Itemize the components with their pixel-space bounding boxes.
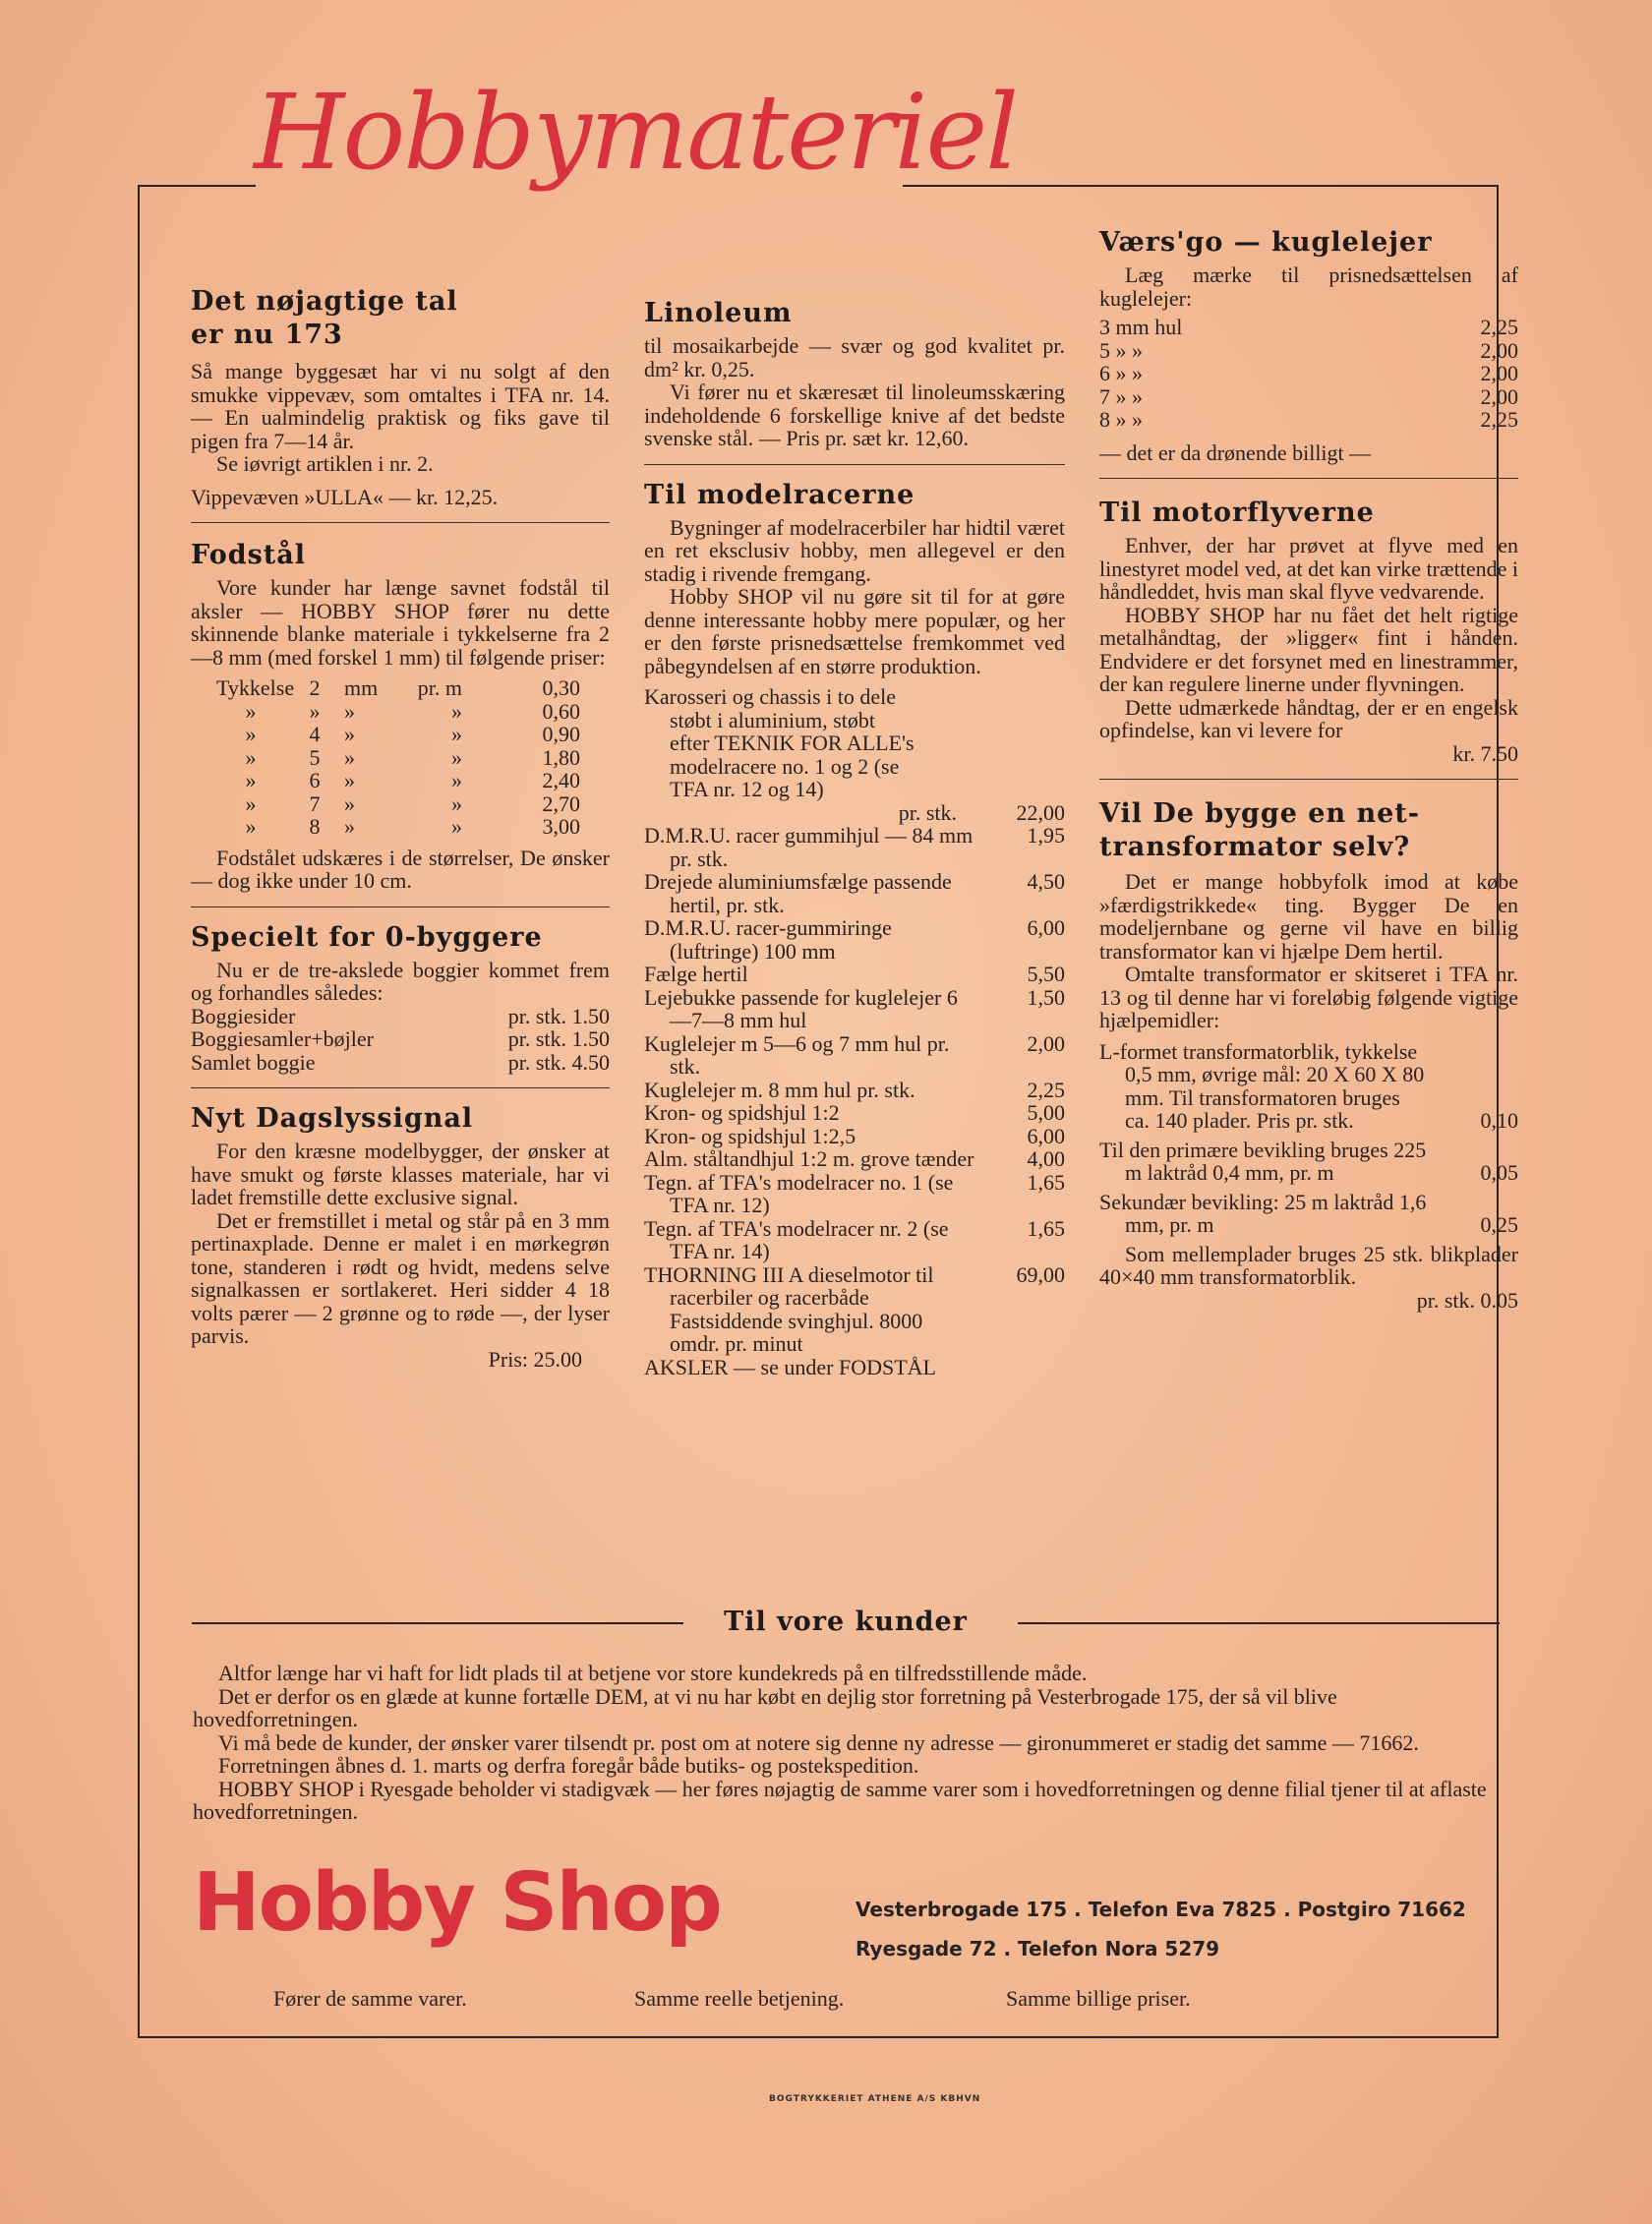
section-body: Hobby SHOP vil nu gøre sit til for at gøre denne interessante hobby mere populær, og her er den første prisnedsættelse fremkommet ved påbegyndelsen af en større produktion.	[644, 584, 1065, 678]
list-item: Drejede aluminiumsfælge passende hertil, pr. stk. 4,50	[644, 869, 1065, 917]
table-row: » 6 » » 2,40	[245, 768, 580, 792]
list-item: 6 » » 2,00	[1099, 361, 1518, 385]
section-body: Læg mærke til prisnedsættelsen af kuglelejer:	[1099, 263, 1518, 311]
section-heading: Det nøjagtige tal er nu 173	[191, 286, 458, 350]
list-item: 8 » » 2,25	[1099, 407, 1518, 432]
divider	[644, 464, 1065, 465]
list-item: 7 » » 2,00	[1099, 383, 1518, 409]
list-item: Alm. ståltandhjul 1:2 m. grove tænder 4,00	[644, 1146, 1065, 1171]
section-body: Som mellemplader bruges 25 stk. blikplader 40×40 mm transformatorblik.	[1099, 1241, 1518, 1289]
section-body: HOBBY SHOP har nu fået det helt rigtige metalhåndtag, der »ligger« fint i hånden. Endvidere er det forsynet med en linestrammer, der kan regulere linerne under flyvningen.	[1099, 602, 1518, 696]
table-row: » 5 » » 1,80	[245, 744, 580, 770]
customers-header	[192, 1606, 1500, 1639]
section-body: Enhver, der har prøvet at flyve med en linestyret model ved, at det kan virke trættende i håndleddet, hvis man skal flyve vedvarende.	[1099, 533, 1518, 604]
slogan: Samme billige priser.	[1006, 1986, 1191, 2011]
column-1	[191, 285, 610, 1371]
section-price: kr. 7.50	[1452, 740, 1518, 766]
list-item: D.M.R.U. racer gummihjul — 84 mm pr. stk. 1,95	[644, 823, 1065, 871]
section-body: Vore kunder har længe savnet fodstål til aksler — HOBBY SHOP fører nu dette skinnende blanke materiale i tykkelserne fra 2—8 mm (med forskel 1 mm) til følgende priser:	[191, 575, 610, 670]
section-heading: Vil De bygge en net- transformator selv?	[1099, 798, 1420, 862]
table-row: » 7 » » 2,70	[245, 790, 580, 816]
section-heading: Til modelracerne	[644, 479, 915, 510]
section-price: Vippevæven »ULLA« — kr. 12,25.	[191, 484, 499, 509]
list-item: Boggiesider pr. stk. 1.50	[191, 1003, 610, 1028]
list-item: 5 » » 2,00	[1099, 337, 1518, 363]
section-price: Pris: 25.00	[488, 1346, 582, 1372]
list-item: Boggiesamler+bøjler pr. stk. 1.50	[191, 1026, 610, 1051]
list-item: Til den primære bevikling bruges 225 m laktråd 0,4 mm, pr. m 0,05	[1099, 1137, 1518, 1185]
table-row: Tykkelse 2 mm pr. m 0,30	[216, 675, 580, 700]
customers-text	[193, 1662, 1491, 1824]
table-row: » 4 » » 0,90	[245, 722, 580, 746]
list-item: AKSLER — se under FODSTÅL	[644, 1354, 936, 1379]
column-3	[1099, 226, 1518, 1312]
slogan: Samme reelle betjening.	[634, 1986, 845, 2011]
section-heading: Til motorflyverne	[1099, 497, 1375, 528]
section-body: Fodstålet udskæres i de størrelser, De ønsker — dog ikke under 10 cm.	[191, 845, 610, 893]
page-title: Hobbymateriel	[254, 72, 1018, 193]
section-heading: Til vore kunder	[724, 1607, 968, 1637]
section-heading: Nyt Dagslyssignal	[191, 1103, 474, 1134]
table-row: » 8 » » 3,00	[245, 814, 580, 839]
list-item: D.M.R.U. racer-gummiringe (luftringe) 100 mm 6,00	[644, 915, 1065, 964]
section-note: Se iøvrigt artiklen i nr. 2.	[216, 451, 434, 476]
section-heading: Linoleum	[644, 298, 793, 328]
paragraph: Forretningen åbnes d. 1. marts og derfra foregår både butiks- og postekspedition.	[218, 1753, 919, 1778]
list-item: Kron- og spidshjul 1:2 5,00	[644, 1100, 1065, 1125]
list-item: 3 mm hul 2,25	[1099, 315, 1518, 339]
list-item: Karosseri og chassis i to dele støbt i aluminium, støbt efter TEKNIK FOR ALLE's modelracere no. 1 og 2 (se TFA nr. 12 og 14)	[644, 684, 914, 801]
section-body: Bygninger af modelracerbiler har hidtil været en ret eksclusiv hobby, men allegevel er den stadig i rivende fremgang.	[644, 514, 1065, 586]
brand-logo: Hobby Shop	[193, 1856, 721, 1950]
list-item: Tegn. af TFA's modelracer no. 1 (se TFA nr. 12) 1,65	[644, 1169, 1065, 1217]
divider	[1099, 478, 1518, 479]
section-body: Det er mange hobbyfolk imod at købe »færdigstrikkede« ting. Bygger De en modeljernbane og gerne vil have en billig transformator kan vi hjælpe Dem hertil.	[1099, 869, 1518, 964]
list-item: pr. stk. 22,00	[898, 799, 1065, 825]
slogan: Fører de samme varer.	[273, 1986, 467, 2011]
table-row: » » » » 0,60	[245, 698, 580, 724]
section-heading: Fodstål	[191, 540, 307, 570]
section-body: Så mange byggesæt har vi nu solgt af den smukke vippevæv, som omtaltes i TFA nr. 14. — En ualmindelig praktisk og fiks gave til pigen fra 7—14 år.	[191, 359, 610, 453]
list-item: Sekundær bevikling: 25 m laktråd 1,6 mm, pr. m 0,25	[1099, 1189, 1518, 1237]
divider	[1099, 779, 1518, 780]
section-body: Vi fører nu et skæresæt til linoleumsskæring indeholdende 6 forskellige knive af det bedste svenske stål. — Pris pr. sæt kr. 12,60.	[644, 380, 1065, 450]
list-item: Lejebukke passende for kuglelejer 6—7—8 mm hul 1,50	[644, 984, 1065, 1032]
section-body: For den kræsne modelbygger, der ønsker at have smukt og første klasses materiale, har vi ladet fremstille dette exclusive signal.	[191, 1139, 610, 1209]
section-body: Nu er de tre-akslede boggier kommet frem og forhandles således:	[191, 957, 610, 1005]
printer-credit: BOGTRYKKERIET ATHENE A/S KBHVN	[769, 2094, 981, 2104]
address-line: Ryesgade 72 . Telefon Nora 5279	[856, 1937, 1220, 1961]
paragraph: Vi må bede de kunder, der ønsker varer tilsendt pr. post om at notere sig denne ny adresse — gironummeret er stadig det samme — 71662.	[218, 1729, 1419, 1755]
list-item: Fælge hertil 5,50	[644, 962, 1065, 986]
price-list	[1099, 1040, 1518, 1237]
paragraph: Altfor længe har vi haft for lidt plads til at betjene vor store kundekreds på en tilfredsstillende måde.	[218, 1661, 1088, 1685]
list-item: Kuglelejer m. 8 mm hul pr. stk. 2,25	[644, 1077, 1065, 1102]
list-item: THORNING III A dieselmotor til racerbiler og racerbåde Fastsiddende svinghjul. 8000 omdr. pr. minut 69,00	[644, 1261, 1065, 1356]
divider	[191, 522, 610, 523]
section-heading: Specielt for 0-byggere	[191, 921, 543, 953]
price-list	[644, 685, 1065, 1378]
section-body: til mosaikarbejde — svær og god kvalitet pr. dm² kr. 0,25.	[644, 333, 1065, 381]
section-tail: — det er da drønende billigt —	[1099, 439, 1372, 465]
price-table	[216, 676, 580, 839]
list-item: Samlet boggie pr. stk. 4.50	[191, 1049, 610, 1075]
section-body: Dette udmærkede håndtag, der er en engelsk opfindelse, kan vi levere for	[1099, 694, 1518, 742]
section-body: Omtalte transformator er skitseret i TFA nr. 13 og til denne har vi foreløbig følgende vigtige hjælpemidler:	[1099, 962, 1518, 1032]
address-line: Vesterbrogade 175 . Telefon Eva 7825 . Postgiro 71662	[856, 1898, 1466, 1921]
paragraph: Det er derfor os en glæde at kunne fortælle DEM, at vi nu har købt en dejlig stor forretning på Vesterbrogade 175, der så vil blive hovedforretningen.	[193, 1683, 1337, 1731]
list-item: Kron- og spidshjul 1:2,5 6,00	[644, 1123, 1065, 1148]
price-list	[1099, 316, 1518, 432]
section-body: Det er fremstillet i metal og står på en 3 mm pertinaxplade. Denne er malet i en mørkegrøn tone, standeren i rødt og hvidt, medens selve signalkassen er sortlakeret. Heri sidder 4 18 volts pærer — 2 grønne og to røde —, der lyser parvis.	[191, 1207, 610, 1348]
list-item: L-formet transformatorblik, tykkelse 0,5 mm, øvrige mål: 20 X 60 X 80 mm. Til transformatoren bruges ca. 140 plader. Pris pr. stk. 0,10	[1099, 1038, 1518, 1133]
section-heading: Værs'go — kuglelejer	[1099, 227, 1433, 258]
paragraph: HOBBY SHOP i Ryesgade beholder vi stadigvæk — her føres nøjagtig de samme varer som i hovedforretningen og denne filial tjener til at aflaste hovedforretningen.	[193, 1776, 1487, 1824]
column-2	[644, 297, 1065, 1378]
divider	[191, 1087, 610, 1088]
list-item: Tegn. af TFA's modelracer nr. 2 (se TFA nr. 14) 1,65	[644, 1215, 1065, 1263]
list-item: Kuglelejer m 5—6 og 7 mm hul pr. stk. 2,00	[644, 1030, 1065, 1079]
section-price: pr. stk. 0.05	[1416, 1287, 1518, 1313]
